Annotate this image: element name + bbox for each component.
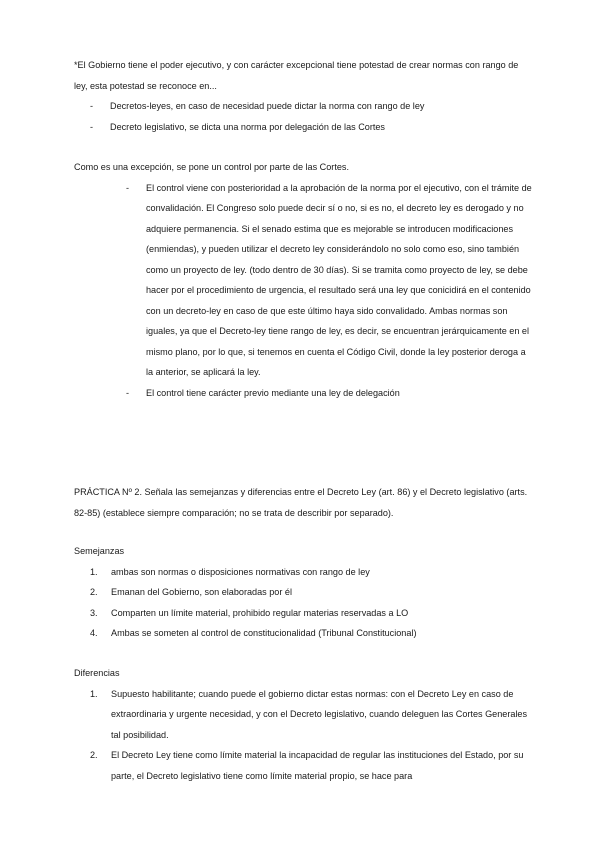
semejanzas-section [74, 541, 534, 644]
number-marker: 4. [90, 628, 98, 638]
diferencias-list [74, 684, 534, 787]
list-item: 3. Comparten un límite material, prohibido regular materias reservadas a LO [74, 603, 534, 624]
list-item: 4. Ambas se someten al control de constitucionalidad (Tribunal Constitucional) [74, 623, 534, 644]
practica-heading: PRÁCTICA Nº 2. Señala las semejanzas y diferencias entre el Decreto Ley (art. 86) y el Decreto legislativo (arts. 82-85) (establece siempre comparación; no se trata de describir por separado). [74, 487, 528, 518]
list-item: - Decreto legislativo, se dicta una norma por delegación de las Cortes [74, 117, 534, 138]
list-item: 2. El Decreto Ley tiene como límite material la incapacidad de regular las instituciones del Estado, por su parte, el Decreto legislativo tiene como límite material propio, se hace para [74, 745, 534, 786]
list-item: - El control tiene carácter previo mediante una ley de delegación [74, 383, 534, 404]
intro-paragraph: *El Gobierno tiene el poder ejecutivo, y con carácter excepcional tiene potestad de crear normas con rango de ley, esta potestad se reconoce en... [74, 60, 519, 91]
practica-section [74, 482, 534, 523]
diferencias-section [74, 663, 534, 786]
control-paragraph: Como es una excepción, se pone un control por parte de las Cortes. [74, 162, 349, 172]
dash-marker: - [90, 121, 94, 132]
dash-marker: - [126, 387, 130, 398]
number-marker: 1. [90, 566, 98, 577]
semejanzas-title: Semejanzas [74, 546, 125, 556]
list-item: - Decretos-leyes, en caso de necesidad puede dictar la norma con rango de ley [74, 96, 534, 117]
number-marker: 1. [90, 688, 98, 699]
control-section [74, 157, 534, 403]
list-item: 1. Supuesto habilitante; cuando puede el gobierno dictar estas normas: con el Decreto Ley en caso de extraordinaria y urgente necesidad, y con el Decreto legislativo, cuando deleguen las Cortes Generales tal posibilidad. [74, 684, 534, 746]
number-marker: 2. [90, 587, 98, 597]
number-marker: 3. [90, 607, 98, 618]
intro-section [74, 55, 534, 137]
number-marker: 2. [90, 750, 98, 760]
dash-marker: - [90, 101, 94, 111]
control-list [74, 178, 534, 404]
dash-marker: - [126, 182, 130, 193]
intro-list [74, 96, 534, 137]
list-item: 1. ambas son normas o disposiciones normativas con rango de ley [74, 562, 534, 583]
semejanzas-list [74, 562, 534, 644]
diferencias-title: Diferencias [74, 668, 120, 678]
list-item: - El control viene con posterioridad a la aprobación de la norma por el ejecutivo, con el trámite de convalidación. El Congreso solo puede decir sí o no, si es no, el decreto ley es derogado y no adquiere permanencia. Si el senado estima que es mejorable se introducen modificaciones (enmiendas), y pueden utilizar el decreto ley considerándolo no solo como eso, sino también como un proyecto de ley. (todo dentro de 30 días). Si se tramita como proyecto de ley, se debe hacer por el procedimiento de urgencia, el resultado será una ley que conicidirá en el contenido con un decreto-ley en caso de que este último haya sido convalidado. Ambas normas son iguales, ya que el Decreto-ley tiene rango de ley, es decir, se encuentran jerárquicamente en el mismo plano, por lo que, si tenemos en cuenta el Código Civil, donde la ley posterior deroga a la anterior, se aplicará la ley. [74, 178, 534, 383]
list-item: 2. Emanan del Gobierno, son elaboradas por él [74, 582, 534, 603]
